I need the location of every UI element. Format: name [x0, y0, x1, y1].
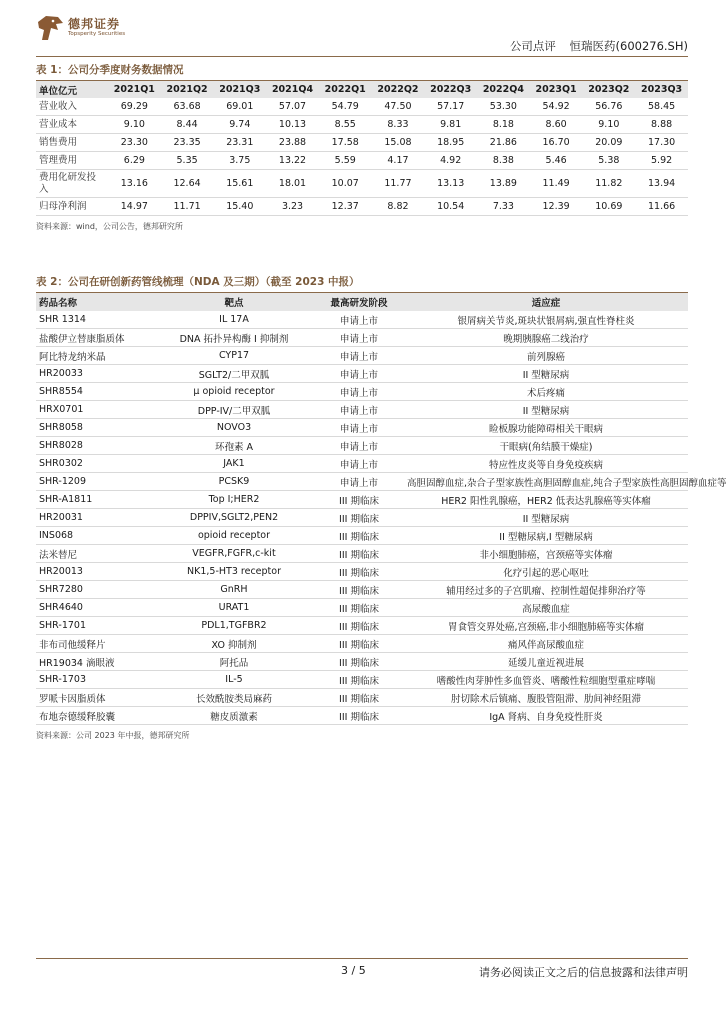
drug-name-cell: HR20013: [36, 563, 154, 581]
table-cell: 69.29: [108, 98, 161, 116]
table-cell: 15.40: [213, 198, 266, 216]
table-cell: 63.68: [161, 98, 214, 116]
table-cell: 10.07: [319, 170, 372, 198]
table-cell: 9.10: [582, 116, 635, 134]
page-footer: [36, 958, 688, 979]
target-cell: IL-5: [154, 671, 314, 689]
drug-name-cell: HR20031: [36, 509, 154, 527]
indication-cell: 嗜酸性肉芽肿性多血管炎、嗜酸性粒细胞型重症哮喘: [404, 671, 688, 689]
table-cell: 12.39: [530, 198, 583, 216]
drug-name-cell: HR19034 滴眼液: [36, 653, 154, 671]
indication-cell: 干眼病(角结膜干燥症): [404, 437, 688, 455]
table-cell: 9.74: [213, 116, 266, 134]
target-cell: 阿托品: [154, 653, 314, 671]
table-row: [36, 455, 688, 473]
column-header: 最高研发阶段: [314, 293, 404, 311]
table-cell: 57.07: [266, 98, 319, 116]
table-cell: 15.61: [213, 170, 266, 198]
table1-source: 资料来源：wind，公司公告，德邦研究所: [36, 222, 183, 231]
column-header: 2022Q1: [319, 81, 372, 98]
target-cell: VEGFR,FGFR,c-kit: [154, 545, 314, 563]
table-cell: 5.35: [161, 152, 214, 170]
table-row: [36, 527, 688, 545]
phase-cell: 申请上市: [314, 383, 404, 401]
table-row: [36, 198, 688, 216]
table-cell: 3.75: [213, 152, 266, 170]
column-header: 适应症: [404, 293, 688, 311]
target-cell: DPPIV,SGLT2,PEN2: [154, 509, 314, 527]
drug-name-cell: HR20033: [36, 365, 154, 383]
phase-cell: 申请上市: [314, 329, 404, 347]
drug-name-cell: SHR-1209: [36, 473, 154, 491]
indication-cell: II 型糖尿病: [404, 401, 688, 419]
table-cell: 8.60: [530, 116, 583, 134]
phase-cell: 申请上市: [314, 473, 404, 491]
table-row: [36, 707, 688, 725]
legal-disclaimer: 请务必阅读正文之后的信息披露和法律声明: [479, 966, 688, 979]
table-row: [36, 329, 688, 347]
table-cell: 13.89: [477, 170, 530, 198]
table-cell: 20.09: [582, 134, 635, 152]
target-cell: URAT1: [154, 599, 314, 617]
table-cell: 10.69: [582, 198, 635, 216]
indication-cell: 银屑病关节炎,斑块状银屑病,强直性脊柱炎: [404, 311, 688, 329]
table-cell: 18.95: [424, 134, 477, 152]
drug-name-cell: SHR-1703: [36, 671, 154, 689]
table-cell: 14.97: [108, 198, 161, 216]
table-cell: 8.55: [319, 116, 372, 134]
table-cell: 5.59: [319, 152, 372, 170]
table-cell: 23.88: [266, 134, 319, 152]
row-label: [36, 116, 108, 134]
indication-cell: 延缓儿童近视进展: [404, 653, 688, 671]
column-header: 靶点: [154, 293, 314, 311]
report-info: [510, 38, 688, 54]
table-cell: 4.17: [372, 152, 425, 170]
table-row: [36, 419, 688, 437]
table-cell: 3.23: [266, 198, 319, 216]
column-header: 2021Q3: [213, 81, 266, 98]
phase-cell: 申请上市: [314, 311, 404, 329]
table-cell: 56.76: [582, 98, 635, 116]
drug-name-cell: SHR7280: [36, 581, 154, 599]
indication-cell: 特应性皮炎等自身免疫疾病: [404, 455, 688, 473]
table-cell: 8.88: [635, 116, 688, 134]
indication-cell: 晚期胰腺癌二线治疗: [404, 329, 688, 347]
table-cell: 13.22: [266, 152, 319, 170]
table-cell: 8.44: [161, 116, 214, 134]
column-header: 2022Q4: [477, 81, 530, 98]
indication-cell: II 型糖尿病: [404, 509, 688, 527]
row-label: [36, 198, 108, 216]
page-header: [36, 12, 688, 60]
company-name: 恒瑞医药(600276.SH): [569, 39, 688, 53]
row-label-text: 销售费用: [39, 136, 78, 148]
table-row: [36, 383, 688, 401]
row-label-text: 营业收入: [39, 100, 78, 112]
phase-cell: III 期临床: [314, 545, 404, 563]
quarterly-financials-table: [36, 81, 688, 216]
row-label: [36, 152, 108, 170]
phase-cell: III 期临床: [314, 491, 404, 509]
table-cell: 13.13: [424, 170, 477, 198]
table-cell: 11.49: [530, 170, 583, 198]
target-cell: 长效酰胺类局麻药: [154, 689, 314, 707]
table-cell: 13.94: [635, 170, 688, 198]
column-header: 2021Q2: [161, 81, 214, 98]
drug-name-cell: SHR 1314: [36, 311, 154, 329]
phase-cell: III 期临床: [314, 581, 404, 599]
table1-title: 表 1：公司分季度财务数据情况: [36, 62, 688, 81]
table-cell: 54.92: [530, 98, 583, 116]
table-cell: 8.33: [372, 116, 425, 134]
table-cell: 5.38: [582, 152, 635, 170]
table-cell: 8.18: [477, 116, 530, 134]
table-row: [36, 599, 688, 617]
row-label-text: 营业成本: [39, 118, 78, 130]
table-cell: 12.64: [161, 170, 214, 198]
indication-cell: 前列腺癌: [404, 347, 688, 365]
target-cell: GnRH: [154, 581, 314, 599]
table-cell: 17.30: [635, 134, 688, 152]
target-cell: IL 17A: [154, 311, 314, 329]
table-cell: 57.17: [424, 98, 477, 116]
drug-name-cell: HRX0701: [36, 401, 154, 419]
phase-cell: III 期临床: [314, 599, 404, 617]
phase-cell: 申请上市: [314, 455, 404, 473]
target-cell: opioid receptor: [154, 527, 314, 545]
target-cell: XO 抑制剂: [154, 635, 314, 653]
column-header: 2023Q1: [530, 81, 583, 98]
drug-name-cell: INS068: [36, 527, 154, 545]
table-cell: 23.30: [108, 134, 161, 152]
table-cell: 13.16: [108, 170, 161, 198]
target-cell: DNA 拓扑异构酶 I 抑制剂: [154, 329, 314, 347]
target-cell: 环孢素 A: [154, 437, 314, 455]
indication-cell: 胃食管交界处癌,宫颈癌,非小细胞肺癌等实体瘤: [404, 617, 688, 635]
indication-cell: HER2 阳性乳腺癌，HER2 低表达乳腺癌等实体瘤: [404, 491, 688, 509]
target-cell: μ opioid receptor: [154, 383, 314, 401]
table-cell: 5.92: [635, 152, 688, 170]
table-cell: 15.08: [372, 134, 425, 152]
table-cell: 18.01: [266, 170, 319, 198]
indication-cell: 化疗引起的恶心呕吐: [404, 563, 688, 581]
drug-name-cell: SHR0302: [36, 455, 154, 473]
table-row: [36, 365, 688, 383]
table-cell: 8.38: [477, 152, 530, 170]
table-cell: 12.37: [319, 198, 372, 216]
indication-cell: II 型糖尿病: [404, 365, 688, 383]
brand-logo: [36, 14, 125, 42]
phase-cell: III 期临床: [314, 509, 404, 527]
table-row: [36, 635, 688, 653]
indication-cell: 痛风伴高尿酸血症: [404, 635, 688, 653]
table-row: [36, 116, 688, 134]
column-header: 2023Q3: [635, 81, 688, 98]
unit-label: 单位亿元: [36, 81, 108, 98]
table-cell: 9.81: [424, 116, 477, 134]
table-row: [36, 653, 688, 671]
table-header-row: [36, 293, 688, 311]
target-cell: 糖皮质激素: [154, 707, 314, 725]
phase-cell: 申请上市: [314, 437, 404, 455]
table-row: [36, 134, 688, 152]
table2-title: 表 2：公司在研创新药管线梳理（NDA 及三期）（截至 2023 中报）: [36, 274, 688, 293]
pipeline-table-section: [36, 274, 727, 741]
table-cell: 10.13: [266, 116, 319, 134]
drug-name-cell: 罗哌卡因脂质体: [36, 689, 154, 707]
table-cell: 53.30: [477, 98, 530, 116]
table-row: [36, 689, 688, 707]
table-row: [36, 170, 688, 198]
phase-cell: III 期临床: [314, 635, 404, 653]
brand-name-en: Topsperity Securities: [68, 31, 126, 38]
row-label: [36, 134, 108, 152]
column-header: 药品名称: [36, 293, 154, 311]
table-cell: 23.31: [213, 134, 266, 152]
drug-name-cell: SHR-1701: [36, 617, 154, 635]
target-cell: NK1,5-HT3 receptor: [154, 563, 314, 581]
drug-name-cell: SHR8028: [36, 437, 154, 455]
target-cell: DPP-IV/二甲双胍: [154, 401, 314, 419]
target-cell: Top I;HER2: [154, 491, 314, 509]
phase-cell: 申请上市: [314, 365, 404, 383]
report-type: 公司点评: [509, 39, 556, 53]
table-cell: 11.77: [372, 170, 425, 198]
table-row: [36, 401, 688, 419]
pipeline-table: [36, 293, 727, 725]
table-cell: 69.01: [213, 98, 266, 116]
table-cell: 21.86: [477, 134, 530, 152]
table-cell: 58.45: [635, 98, 688, 116]
table-cell: 7.33: [477, 198, 530, 216]
row-label: [36, 98, 108, 116]
brand-name: 德邦证券: [68, 17, 121, 32]
table-cell: 23.35: [161, 134, 214, 152]
table-cell: 11.82: [582, 170, 635, 198]
financial-table-section: [36, 62, 688, 232]
table-row: [36, 473, 688, 491]
table-cell: 6.29: [108, 152, 161, 170]
phase-cell: 申请上市: [314, 419, 404, 437]
table-cell: 11.66: [635, 198, 688, 216]
column-header: 2021Q4: [266, 81, 319, 98]
column-header: 2021Q1: [108, 81, 161, 98]
table-row: [36, 311, 688, 329]
page-number: 3 / 5: [341, 964, 366, 977]
table-row: [36, 491, 688, 509]
indication-cell: 肘切除术后镇痛、腹股管阻滞、肋间神经阻滞: [404, 689, 688, 707]
table-row: [36, 581, 688, 599]
phase-cell: III 期临床: [314, 689, 404, 707]
row-label-text: 归母净利润: [39, 200, 87, 212]
target-cell: PCSK9: [154, 473, 314, 491]
target-cell: NOVO3: [154, 419, 314, 437]
table-cell: 16.70: [530, 134, 583, 152]
indication-cell: 非小细胞肺癌，宫颈癌等实体瘤: [404, 545, 688, 563]
phase-cell: III 期临床: [314, 707, 404, 725]
indication-cell: II 型糖尿病,I 型糖尿病: [404, 527, 688, 545]
phase-cell: III 期临床: [314, 563, 404, 581]
tiger-logo-icon: [36, 14, 64, 42]
table-cell: 10.54: [424, 198, 477, 216]
indication-cell: IgA 肾病、自身免疫性肝炎: [404, 707, 688, 725]
footer-divider: [36, 958, 688, 959]
phase-cell: III 期临床: [314, 617, 404, 635]
indication-cell: 辅用经过多的子宫肌瘤、控制性超促排卵治疗等: [404, 581, 688, 599]
row-label-text: 费用化研发投入: [39, 171, 97, 195]
table-row: [36, 152, 688, 170]
table-cell: 11.71: [161, 198, 214, 216]
table-row: [36, 563, 688, 581]
table-cell: 17.58: [319, 134, 372, 152]
column-header: 2022Q2: [372, 81, 425, 98]
table-row: [36, 347, 688, 365]
indication-cell: 高胆固醇血症,杂合子型家族性高胆固醇血症,纯合子型家族性高胆固醇血症等: [404, 473, 688, 491]
target-cell: CYP17: [154, 347, 314, 365]
drug-name-cell: 盐酸伊立替康脂质体: [36, 329, 154, 347]
table-row: [36, 509, 688, 527]
phase-cell: 申请上市: [314, 347, 404, 365]
indication-cell: 睑板腺功能障碍相关干眼病: [404, 419, 688, 437]
table-row: [36, 98, 688, 116]
header-divider: [36, 56, 688, 57]
drug-name-cell: 非布司他缓释片: [36, 635, 154, 653]
row-label-text: 管理费用: [39, 154, 78, 166]
phase-cell: III 期临床: [314, 527, 404, 545]
table-row: [36, 437, 688, 455]
row-label: [36, 170, 108, 198]
table-cell: 47.50: [372, 98, 425, 116]
column-header: 2023Q2: [582, 81, 635, 98]
table-header-row: [36, 81, 688, 98]
table-row: [36, 617, 688, 635]
indication-cell: 高尿酸血症: [404, 599, 688, 617]
drug-name-cell: SHR4640: [36, 599, 154, 617]
phase-cell: III 期临床: [314, 653, 404, 671]
column-header: 2022Q3: [424, 81, 477, 98]
phase-cell: 申请上市: [314, 401, 404, 419]
table-cell: 54.79: [319, 98, 372, 116]
table-row: [36, 545, 688, 563]
table-cell: 8.82: [372, 198, 425, 216]
target-cell: SGLT2/二甲双胍: [154, 365, 314, 383]
drug-name-cell: 法米替尼: [36, 545, 154, 563]
drug-name-cell: 布地奈德缓释胶囊: [36, 707, 154, 725]
drug-name-cell: SHR8554: [36, 383, 154, 401]
table-row: [36, 671, 688, 689]
phase-cell: III 期临床: [314, 671, 404, 689]
table-cell: 4.92: [424, 152, 477, 170]
target-cell: JAK1: [154, 455, 314, 473]
drug-name-cell: SHR-A1811: [36, 491, 154, 509]
indication-cell: 术后疼痛: [404, 383, 688, 401]
drug-name-cell: 阿比特龙纳米晶: [36, 347, 154, 365]
table2-source: 资料来源：公司 2023 年中报，德邦研究所: [36, 731, 190, 740]
table-cell: 9.10: [108, 116, 161, 134]
drug-name-cell: SHR8058: [36, 419, 154, 437]
target-cell: PDL1,TGFBR2: [154, 617, 314, 635]
table-cell: 5.46: [530, 152, 583, 170]
